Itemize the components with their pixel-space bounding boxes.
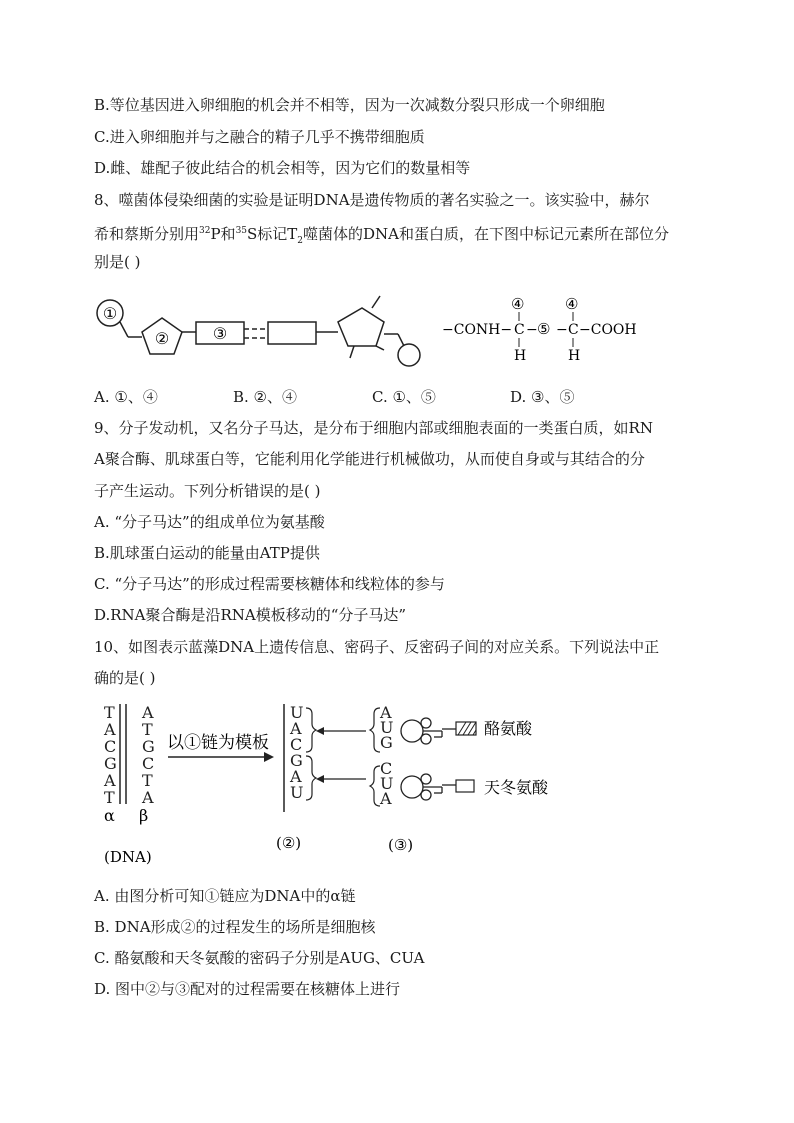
mrna-base: A xyxy=(290,719,302,738)
dna-beta-base: C xyxy=(142,754,155,773)
dna-alpha-base: C xyxy=(104,737,117,756)
trna-top-base: U xyxy=(380,718,394,737)
num-4-first: ④ xyxy=(511,295,525,313)
q7-option-b: B.等位基因进入卵细胞的机会并不相等，因为一次减数分裂只形成一个卵细胞 xyxy=(94,96,605,114)
q8-structure-figure xyxy=(90,290,650,380)
q8-option-a: A. ①、④ xyxy=(94,388,158,406)
mrna-base: A xyxy=(290,767,302,786)
q10-transcription-figure xyxy=(96,700,576,870)
circle-2-label: ② xyxy=(154,329,170,348)
q10-option-d: D. 图中②与③配对的过程需要在核糖体上进行 xyxy=(94,980,401,998)
carbon-1: C xyxy=(514,322,525,338)
dna-beta-base: T xyxy=(142,720,153,739)
q8-option-b: B. ②、④ xyxy=(233,388,298,406)
q10-option-b: B. DNA形成②的过程发生的场所是细胞核 xyxy=(94,918,376,936)
q7-option-c: C.进入卵细胞并与之融合的精子几乎不携带细胞质 xyxy=(94,128,425,146)
dash-2: − xyxy=(556,322,568,338)
q9-option-a: A. “分子马达”的组成单位为氨基酸 xyxy=(94,513,325,531)
hydrogen-1: H xyxy=(514,348,527,364)
dna-beta-base: A xyxy=(142,703,154,722)
num-4-second: ④ xyxy=(565,295,579,313)
base-box-right xyxy=(268,322,316,344)
dna-beta-base: T xyxy=(142,771,153,790)
q8-option-c: C. ①、⑤ xyxy=(372,388,436,406)
q9-stem-line1: 9、分子发动机，又名分子马达，是分布于细胞内部或细胞表面的一类蛋白质，如RN xyxy=(94,419,653,437)
mrna-base: G xyxy=(290,751,303,770)
q8-stem-line3: 别是( ) xyxy=(94,253,141,271)
dash-1: − xyxy=(526,322,538,338)
mrna-label: (②) xyxy=(276,834,302,852)
template-arrow-label: 以①链为模板 xyxy=(167,733,269,753)
dna-alpha-base: T xyxy=(104,788,115,807)
formula-right: −COOH xyxy=(579,322,637,338)
trna-bottom-base: U xyxy=(380,774,394,793)
q9-option-d: D.RNA聚合酶是沿RNA模板移动的“分子马达” xyxy=(94,606,407,624)
q9-option-c: C. “分子马达”的形成过程需要核糖体和线粒体的参与 xyxy=(94,575,445,593)
trna-bottom-base: C xyxy=(380,759,393,778)
beta-label: β xyxy=(139,806,149,825)
q10-stem-line2: 确的是( ) xyxy=(94,669,156,687)
mrna-base: U xyxy=(290,703,304,722)
trna-bottom-base: A xyxy=(380,789,392,808)
dna-beta-base: G xyxy=(142,737,155,756)
trna-label: (③) xyxy=(388,836,414,854)
dna-alpha-base: T xyxy=(104,703,115,722)
alpha-label: α xyxy=(104,806,115,825)
mrna-base: U xyxy=(290,783,304,802)
pentose-pentagon-right xyxy=(338,308,384,346)
box-3-label: ③ xyxy=(212,324,228,343)
mrna-base: C xyxy=(290,735,303,754)
q9-stem-line2: A聚合酶、肌球蛋白等，它能利用化学能进行机械做功，从而使自身或与其结合的分 xyxy=(94,450,645,468)
dna-label: (DNA) xyxy=(104,848,152,866)
formula-left: −CONH− xyxy=(442,322,513,338)
amino-acid-bottom: 天冬氨酸 xyxy=(484,778,549,797)
q10-stem-line1: 10、如图表示蓝藻DNA上遗传信息、密码子、反密码子间的对应关系。下列说法中正 xyxy=(94,638,660,656)
dna-beta-base: A xyxy=(142,788,154,807)
trna-top-base: G xyxy=(380,733,393,752)
q10-option-a: A. 由图分析可知①链应为DNA中的α链 xyxy=(94,887,356,905)
q8-stem-line1: 8、噬菌体侵染细菌的实验是证明DNA是遗传物质的著名实验之一。该实验中，赫尔 xyxy=(94,191,650,209)
q9-option-b: B.肌球蛋白运动的能量由ATP提供 xyxy=(94,544,320,562)
carbon-2: C xyxy=(568,322,579,338)
trna-top-base: A xyxy=(380,703,392,722)
circle-1-label: ① xyxy=(102,304,118,323)
q9-stem-line3: 子产生运动。下列分析错误的是( ) xyxy=(94,482,321,500)
hydrogen-2: H xyxy=(568,348,581,364)
q8-stem-line2: 希和蔡斯分别用$^{32}$P和$^{35}$S标记$T_2$噬菌体的DNA和蛋白质，在下图中标记元素所在部位分 xyxy=(94,225,670,246)
q10-option-c: C. 酪氨酸和天冬氨酸的密码子分别是AUG、CUA xyxy=(94,949,425,967)
dna-alpha-base: G xyxy=(104,754,117,773)
q8-option-d: D. ③、⑤ xyxy=(510,388,575,406)
q7-option-d: D.雌、雄配子彼此结合的机会相等，因为它们的数量相等 xyxy=(94,159,471,177)
phosphate-circle-right xyxy=(398,344,420,366)
dna-alpha-base: A xyxy=(104,771,116,790)
dna-alpha-base: A xyxy=(104,720,116,739)
amino-acid-top: 酪氨酸 xyxy=(484,719,533,738)
aspartate-block xyxy=(456,780,474,792)
num-5: ⑤ xyxy=(537,320,551,338)
